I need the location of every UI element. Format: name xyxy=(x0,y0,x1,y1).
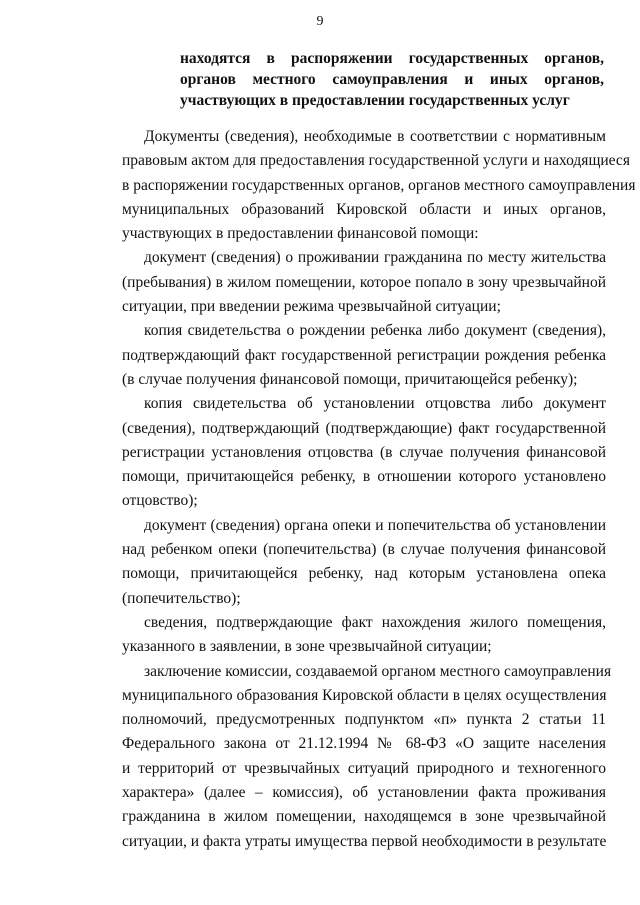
text-line: заключение комиссии, создаваемой органом местного самоуправления xyxy=(144,662,612,680)
text-line: (в случае получения финансовой помощи, причитающейся ребенку); xyxy=(122,370,578,388)
text-line: Федерального закона от 21.12.1994 № 68-ФЗ «О защите населения xyxy=(122,735,606,753)
text-line: гражданина в жилом помещении, находящемся в зоне чрезвычайной xyxy=(122,808,606,826)
text-line: сведения, подтверждающие факт нахождения жилого помещения, xyxy=(144,613,606,631)
text-line: (попечительство); xyxy=(122,589,241,607)
heading-line: находятся в распоряжении государственных органов, xyxy=(180,50,604,67)
text-line: муниципального образования Кировской области в целях осуществления xyxy=(122,686,607,704)
text-line: муниципальных образований Кировской области и иных органов, xyxy=(122,200,606,218)
text-line: (пребывания) в жилом помещении, которое попало в зону чрезвычайной xyxy=(122,273,606,291)
text-line: копия свидетельства о рождении ребенка либо документ (сведения), xyxy=(144,322,606,340)
paragraph-residence-document xyxy=(122,246,606,319)
text-line: и территорий от чрезвычайных ситуаций природного и техногенного xyxy=(122,759,606,777)
text-line: участвующих в предоставлении финансовой помощи: xyxy=(122,225,479,243)
heading-line: органов местного самоуправления и иных органов, xyxy=(180,71,604,88)
text-line: характера» (далее – комиссия), об установлении факта проживания xyxy=(122,784,606,802)
text-line: регистрации установления отцовства (в случае получения финансовой xyxy=(122,443,606,461)
section-heading xyxy=(180,48,604,111)
text-line: над ребенком опеки (попечительства) (в случае получения финансовой xyxy=(122,541,606,559)
heading-line: участвующих в предоставлении государственных услуг xyxy=(180,92,570,109)
paragraph-emergency-zone xyxy=(122,611,606,660)
text-line: ситуации, при введении режима чрезвычайной ситуации; xyxy=(122,298,501,316)
text-line: указанного в заявлении, в зоне чрезвычайной ситуации; xyxy=(122,638,492,656)
text-line: документ (сведения) о проживании гражданина по месту жительства xyxy=(144,249,606,267)
page-number: 9 xyxy=(316,14,324,29)
text-line: в распоряжении государственных органов, органов местного самоуправления xyxy=(122,176,636,194)
text-line: правовым актом для предоставления государственной услуги и находящиеся xyxy=(122,152,630,170)
text-line: копия свидетельства об установлении отцовства либо документ xyxy=(144,395,606,413)
paragraph-guardianship xyxy=(122,514,606,611)
paragraph-paternity-certificate xyxy=(122,392,606,513)
paragraph-birth-certificate xyxy=(122,319,606,392)
text-line: подтверждающий факт государственной регистрации рождения ребенка xyxy=(122,346,606,364)
paragraph-commission-conclusion xyxy=(122,660,612,854)
text-line: ситуации, и факта утраты имущества первой необходимости в результате xyxy=(122,832,607,850)
text-line: (сведения), подтверждающий (подтверждающие) факт государственной xyxy=(122,419,606,437)
text-line: помощи, причитающейся ребенку, над которым установлена опека xyxy=(122,565,606,583)
text-line: помощи, причитающейся ребенку, в отношении которого установлено xyxy=(122,468,606,486)
text-line: документ (сведения) органа опеки и попечительства об установлении xyxy=(144,516,606,534)
document-body xyxy=(122,125,636,854)
text-line: Документы (сведения), необходимые в соответствии с нормативным xyxy=(144,128,606,145)
paragraph-intro xyxy=(122,125,636,246)
text-line: полномочий, предусмотренных подпунктом «п» пункта 2 статьи 11 xyxy=(122,711,606,729)
text-line: отцовство); xyxy=(122,492,198,510)
